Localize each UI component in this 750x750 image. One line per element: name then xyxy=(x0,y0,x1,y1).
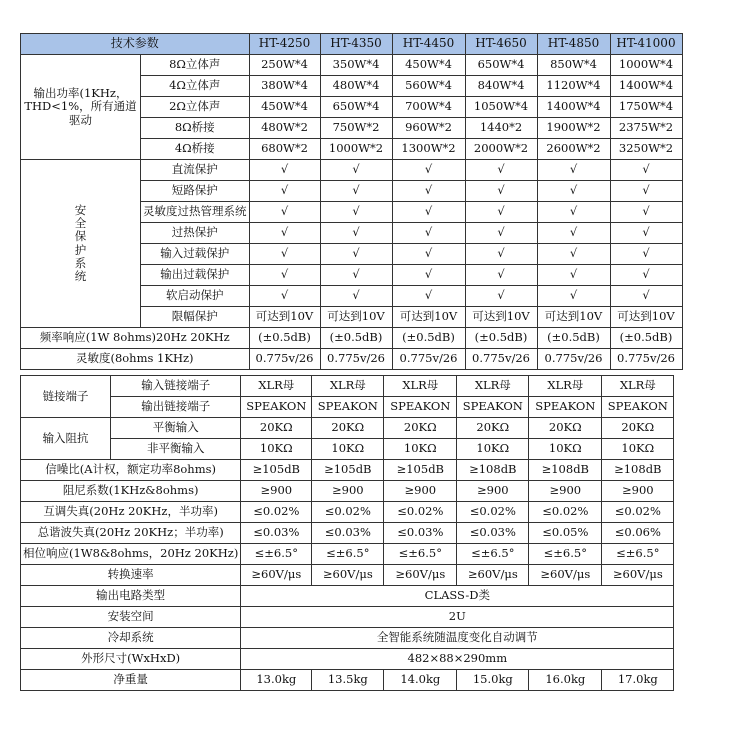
cell: ≤±6.5° xyxy=(312,544,384,565)
cell: 650W*4 xyxy=(465,55,537,76)
cell: 2375W*2 xyxy=(610,118,682,139)
cell: 13.0kg xyxy=(241,670,312,691)
row-label: 非平衡输入 xyxy=(111,439,241,460)
table-row xyxy=(21,439,674,460)
cell: XLR母 xyxy=(384,376,457,397)
cell: SPEAKON xyxy=(602,397,674,418)
model-header: HT-4450 xyxy=(392,34,465,55)
cell: ≥60V/μs xyxy=(241,565,312,586)
impedance-label: 输入阻抗 xyxy=(21,418,111,460)
cell: XLR母 xyxy=(312,376,384,397)
cell: √ xyxy=(392,265,465,286)
cell: 10KΩ xyxy=(529,439,602,460)
cell: 1400W*4 xyxy=(537,97,610,118)
cell: ≥900 xyxy=(384,481,457,502)
row-label: 安装空间 xyxy=(21,607,241,628)
protection-label-text: 安全保护系统 xyxy=(74,202,87,283)
cell: √ xyxy=(320,223,392,244)
cell: 13.5kg xyxy=(312,670,384,691)
model-header: HT-4650 xyxy=(465,34,537,55)
cell: ≤±6.5° xyxy=(457,544,529,565)
cell: ≤±6.5° xyxy=(602,544,674,565)
cell: 全智能系统随温度变化自动调节 xyxy=(241,628,674,649)
cell: ≥60V/μs xyxy=(529,565,602,586)
cell: √ xyxy=(537,286,610,307)
cell: √ xyxy=(537,160,610,181)
cell: ≤0.02% xyxy=(312,502,384,523)
cell: 2000W*2 xyxy=(465,139,537,160)
cell: √ xyxy=(249,265,320,286)
cell: ≥108dB xyxy=(602,460,674,481)
cell: ≤0.02% xyxy=(529,502,602,523)
cell: √ xyxy=(610,181,682,202)
cell: √ xyxy=(610,223,682,244)
cell: √ xyxy=(392,160,465,181)
table-row xyxy=(21,544,674,565)
cell: 1400W*4 xyxy=(610,76,682,97)
row-label: 2Ω立体声 xyxy=(141,97,250,118)
cell: 15.0kg xyxy=(457,670,529,691)
cell: 2600W*2 xyxy=(537,139,610,160)
cell: √ xyxy=(537,223,610,244)
cell: 700W*4 xyxy=(392,97,465,118)
cell: √ xyxy=(392,286,465,307)
cell: 480W*4 xyxy=(320,76,392,97)
cell: 480W*2 xyxy=(249,118,320,139)
cell: SPEAKON xyxy=(241,397,312,418)
cell: √ xyxy=(392,244,465,265)
cell: √ xyxy=(465,181,537,202)
cell: √ xyxy=(249,181,320,202)
row-label: 过热保护 xyxy=(141,223,250,244)
cell: √ xyxy=(465,202,537,223)
model-header: HT-4850 xyxy=(537,34,610,55)
cell: SPEAKON xyxy=(457,397,529,418)
cell: ≤0.03% xyxy=(457,523,529,544)
cell: 20KΩ xyxy=(457,418,529,439)
cell: 380W*4 xyxy=(249,76,320,97)
row-label: 8Ω立体声 xyxy=(141,55,250,76)
cell: 750W*2 xyxy=(320,118,392,139)
cell: XLR母 xyxy=(457,376,529,397)
table-row xyxy=(21,670,674,691)
cell: √ xyxy=(320,286,392,307)
cell: 10KΩ xyxy=(241,439,312,460)
cell: 可达到10V xyxy=(249,307,320,328)
cell: 1000W*4 xyxy=(610,55,682,76)
cell: √ xyxy=(320,160,392,181)
cell: √ xyxy=(392,202,465,223)
row-label: 短路保护 xyxy=(141,181,250,202)
cell: 20KΩ xyxy=(602,418,674,439)
table-row xyxy=(21,628,674,649)
cell: ≥900 xyxy=(312,481,384,502)
cell: XLR母 xyxy=(529,376,602,397)
model-header: HT-4250 xyxy=(249,34,320,55)
cell: ≥105dB xyxy=(312,460,384,481)
cell: 1000W*2 xyxy=(320,139,392,160)
cell: √ xyxy=(610,160,682,181)
cell: √ xyxy=(320,244,392,265)
table-row xyxy=(21,349,683,370)
cell: 0.775v/26 xyxy=(392,349,465,370)
cell: √ xyxy=(392,223,465,244)
cell: 17.0kg xyxy=(602,670,674,691)
header-row xyxy=(21,34,683,55)
cell: √ xyxy=(465,265,537,286)
table-row xyxy=(21,649,674,670)
output-power-label: 输出功率(1KHz，THD<1%，所有通道驱动 xyxy=(21,55,141,160)
table-row xyxy=(21,376,674,397)
cell: ≥900 xyxy=(602,481,674,502)
cell: 10KΩ xyxy=(457,439,529,460)
cell: √ xyxy=(320,265,392,286)
cell: 可达到10V xyxy=(537,307,610,328)
spec-table-2 xyxy=(20,375,674,691)
cell: 350W*4 xyxy=(320,55,392,76)
cell: 可达到10V xyxy=(465,307,537,328)
row-label: 4Ω立体声 xyxy=(141,76,250,97)
cell: 可达到10V xyxy=(320,307,392,328)
cell: (±0.5dB) xyxy=(610,328,682,349)
cell: 250W*4 xyxy=(249,55,320,76)
row-label: 输出链接端子 xyxy=(111,397,241,418)
cell: 14.0kg xyxy=(384,670,457,691)
cell: (±0.5dB) xyxy=(465,328,537,349)
cell: 20KΩ xyxy=(384,418,457,439)
cell: ≥900 xyxy=(241,481,312,502)
cell: 可达到10V xyxy=(610,307,682,328)
row-label: 输出过载保护 xyxy=(141,265,250,286)
table-row xyxy=(21,607,674,628)
cell: ≤0.02% xyxy=(241,502,312,523)
cell: √ xyxy=(465,244,537,265)
cell: ≤0.03% xyxy=(241,523,312,544)
cell: ≤0.06% xyxy=(602,523,674,544)
row-label: 信噪比(A计权，额定功率8ohms) xyxy=(21,460,241,481)
cell: ≤0.03% xyxy=(384,523,457,544)
cell: 560W*4 xyxy=(392,76,465,97)
cell: 0.775v/26 xyxy=(537,349,610,370)
cell: √ xyxy=(610,286,682,307)
protection-label xyxy=(21,160,141,328)
cell: ≤0.02% xyxy=(384,502,457,523)
row-label: 软启动保护 xyxy=(141,286,250,307)
cell: 20KΩ xyxy=(241,418,312,439)
table-row xyxy=(21,328,683,349)
cell: 450W*4 xyxy=(249,97,320,118)
row-label: 灵敏度(8ohms 1KHz) xyxy=(21,349,250,370)
cell: 0.775v/26 xyxy=(249,349,320,370)
model-header: HT-41000 xyxy=(610,34,682,55)
cell: √ xyxy=(465,160,537,181)
cell: 1120W*4 xyxy=(537,76,610,97)
cell: ≤±6.5° xyxy=(529,544,602,565)
row-label: 限幅保护 xyxy=(141,307,250,328)
cell: ≥105dB xyxy=(384,460,457,481)
cell: √ xyxy=(465,223,537,244)
cell: 16.0kg xyxy=(529,670,602,691)
cell: 20KΩ xyxy=(529,418,602,439)
cell: 可达到10V xyxy=(392,307,465,328)
table-row xyxy=(21,502,674,523)
row-label: 总谐波失真(20Hz 20KHz；半功率) xyxy=(21,523,241,544)
cell: ≥108dB xyxy=(457,460,529,481)
cell: (±0.5dB) xyxy=(249,328,320,349)
cell: ≥900 xyxy=(529,481,602,502)
cell: ≥60V/μs xyxy=(312,565,384,586)
cell: SPEAKON xyxy=(384,397,457,418)
row-label: 8Ω桥接 xyxy=(141,118,250,139)
cell: 0.775v/26 xyxy=(610,349,682,370)
cell: ≥105dB xyxy=(241,460,312,481)
table-row xyxy=(21,460,674,481)
cell: √ xyxy=(610,202,682,223)
cell: SPEAKON xyxy=(312,397,384,418)
cell: 840W*4 xyxy=(465,76,537,97)
params-header: 技术参数 xyxy=(21,34,250,55)
cell: √ xyxy=(537,202,610,223)
cell: 680W*2 xyxy=(249,139,320,160)
row-label: 相位响应(1W8&8ohms，20Hz 20KHz) xyxy=(21,544,241,565)
cell: √ xyxy=(249,202,320,223)
cell: (±0.5dB) xyxy=(320,328,392,349)
row-label: 输入过载保护 xyxy=(141,244,250,265)
table-row xyxy=(21,523,674,544)
cell: 482×88×290mm xyxy=(241,649,674,670)
cell: √ xyxy=(249,160,320,181)
cell: √ xyxy=(320,202,392,223)
cell: ≥60V/μs xyxy=(602,565,674,586)
cell: 2U xyxy=(241,607,674,628)
cell: ≥108dB xyxy=(529,460,602,481)
row-label: 输入链接端子 xyxy=(111,376,241,397)
cell: √ xyxy=(249,223,320,244)
row-label: 冷却系统 xyxy=(21,628,241,649)
row-label: 互调失真(20Hz 20KHz，半功率) xyxy=(21,502,241,523)
cell: ≤0.02% xyxy=(457,502,529,523)
connectors-label: 链接端子 xyxy=(21,376,111,418)
cell: √ xyxy=(610,244,682,265)
cell: 10KΩ xyxy=(602,439,674,460)
cell: 0.775v/26 xyxy=(320,349,392,370)
cell: 1300W*2 xyxy=(392,139,465,160)
table-row xyxy=(21,586,674,607)
cell: ≥60V/μs xyxy=(384,565,457,586)
table-row xyxy=(21,397,674,418)
cell: √ xyxy=(392,181,465,202)
cell: 10KΩ xyxy=(384,439,457,460)
row-label: 4Ω桥接 xyxy=(141,139,250,160)
cell: 1750W*4 xyxy=(610,97,682,118)
cell: ≥60V/μs xyxy=(457,565,529,586)
cell: ≤±6.5° xyxy=(384,544,457,565)
row-label: 输出电路类型 xyxy=(21,586,241,607)
cell: 850W*4 xyxy=(537,55,610,76)
row-label: 灵敏度过热管理系统 xyxy=(141,202,250,223)
cell: 1440*2 xyxy=(465,118,537,139)
row-label: 转换速率 xyxy=(21,565,241,586)
cell: √ xyxy=(537,265,610,286)
cell: CLASS-D类 xyxy=(241,586,674,607)
cell: 0.775v/26 xyxy=(465,349,537,370)
cell: ≥900 xyxy=(457,481,529,502)
cell: √ xyxy=(320,181,392,202)
model-header: HT-4350 xyxy=(320,34,392,55)
cell: 20KΩ xyxy=(312,418,384,439)
cell: 3250W*2 xyxy=(610,139,682,160)
cell: 450W*4 xyxy=(392,55,465,76)
row-label: 频率响应(1W 8ohms)20Hz 20KHz xyxy=(21,328,250,349)
table-row xyxy=(21,418,674,439)
cell: √ xyxy=(249,244,320,265)
cell: XLR母 xyxy=(241,376,312,397)
row-label: 外形尺寸(WxHxD) xyxy=(21,649,241,670)
cell: √ xyxy=(610,265,682,286)
cell: 960W*2 xyxy=(392,118,465,139)
cell: 1900W*2 xyxy=(537,118,610,139)
cell: ≤0.03% xyxy=(312,523,384,544)
row-label: 平衡输入 xyxy=(111,418,241,439)
row-label: 直流保护 xyxy=(141,160,250,181)
cell: √ xyxy=(537,244,610,265)
cell: (±0.5dB) xyxy=(537,328,610,349)
cell: 10KΩ xyxy=(312,439,384,460)
table-row xyxy=(21,565,674,586)
table-row xyxy=(21,481,674,502)
cell: √ xyxy=(465,286,537,307)
cell: ≤0.02% xyxy=(602,502,674,523)
spec-table-1 xyxy=(20,33,683,370)
cell: ≤0.05% xyxy=(529,523,602,544)
row-label: 阻尼系数(1KHz&8ohms) xyxy=(21,481,241,502)
cell: 650W*4 xyxy=(320,97,392,118)
cell: √ xyxy=(537,181,610,202)
cell: 1050W*4 xyxy=(465,97,537,118)
cell: √ xyxy=(249,286,320,307)
cell: SPEAKON xyxy=(529,397,602,418)
table-row xyxy=(21,55,683,76)
cell: ≤±6.5° xyxy=(241,544,312,565)
table-row xyxy=(21,160,683,181)
row-label: 净重量 xyxy=(21,670,241,691)
cell: (±0.5dB) xyxy=(392,328,465,349)
cell: XLR母 xyxy=(602,376,674,397)
